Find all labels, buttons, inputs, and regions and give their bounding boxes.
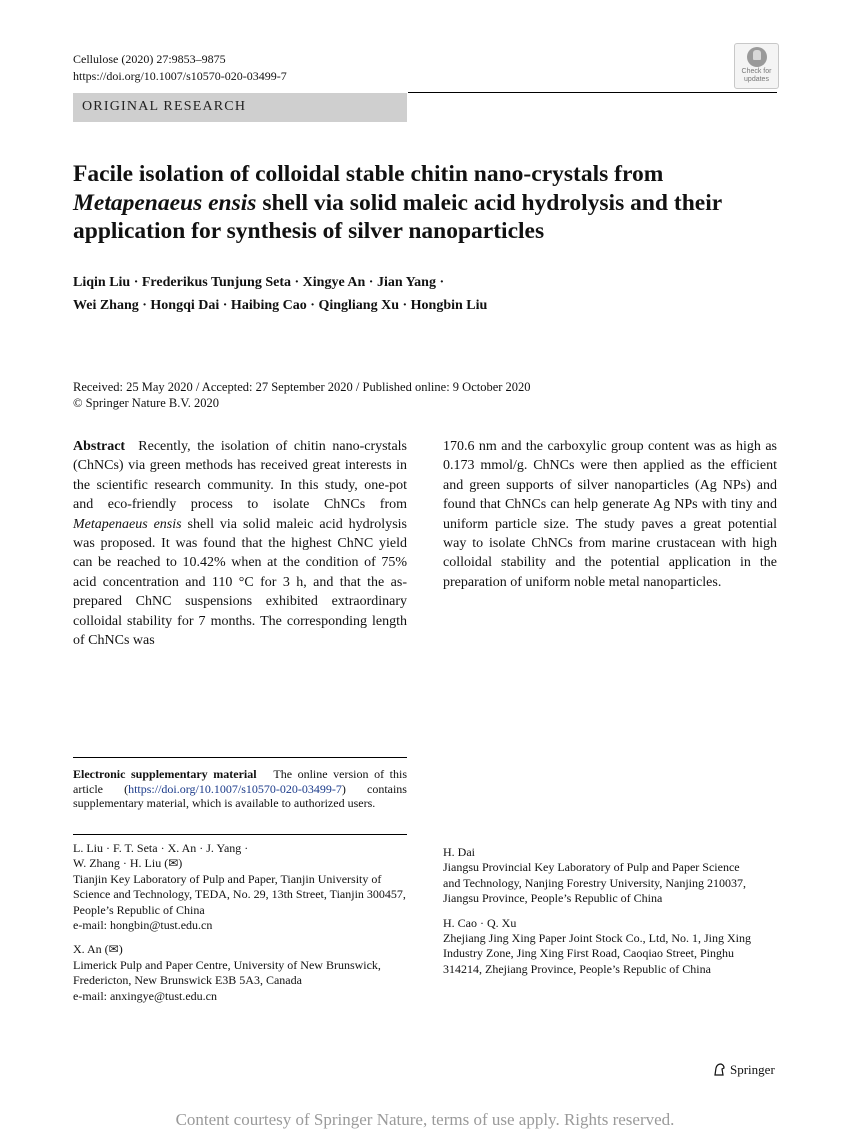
springer-horse-icon <box>712 1062 727 1077</box>
publication-dates <box>73 379 531 411</box>
affiliations-right <box>443 845 753 986</box>
springer-logo <box>712 1062 775 1078</box>
affiliation-block: H. Cao · Q. Xu Zhejiang Jing Xing Paper Joint Stock Co., Ltd, No. 1, Jing Xing Industry Zone, Jing Xing First Road, Caoqiao Street, Pinghu 314214, Zhejiang Province, People’s Republic of China <box>443 915 751 976</box>
abstract-left-column: Abstract Recently, the isolation of chitin nano-crystals (ChNCs) via green methods has received great interests in the scientific research community. In this study, one-pot and eco-friendly process to isolate ChNCs from Metapenaeus ensis shell via solid maleic acid hydrolysis was proposed. It was found that the highest ChNC yield can be reached to 10.42% when at the condition of 75% acid concentration and 110 °C for 3 h, and that the as-prepared ChNC suspensions exhibited extraordinary colloidal stability for 7 months. The corresponding length of ChNCs was <box>73 439 407 649</box>
email[interactable]: e-mail: hongbin@tust.edu.cn <box>73 918 213 933</box>
courtesy-footer: Content courtesy of Springer Nature, terms of use apply. Rights reserved. <box>175 1110 675 1129</box>
affiliations-left <box>73 841 407 1013</box>
affiliation-block: X. An (✉) Limerick Pulp and Paper Centre, University of New Brunswick, Fredericton, New Brunswick E3B 5A3, Canada e-mail: anxingye@tust.edu.cn <box>73 942 381 1003</box>
journal-citation: Cellulose (2020) 27:9853–9875 <box>73 52 226 66</box>
article-title: Facile isolation of colloidal stable chitin nano-crystals from Metapenaeus ensis shell via solid maleic acid hydrolysis and their application for synthesis of silver nanoparticles <box>73 161 722 244</box>
affiliation-block: L. Liu · F. T. Seta · X. An · J. Yang · W. Zhang · H. Liu (✉) Tianjin Key Laboratory of Pulp and Paper, Tianjin University of Science and Technology, TEDA, No. 29, 13th Street, Tianjin 300457, People’s Republic of China e-mail: hongbin@tust.edu.cn <box>73 841 406 933</box>
authors-line2: Wei Zhang · Hongqi Dai · Haibing Cao · Qingliang Xu · Hongbin Liu <box>73 298 488 313</box>
check-for-updates-badge[interactable] <box>734 43 779 89</box>
authors-line1: Liqin Liu · Frederikus Tunjung Seta · Xingye An · Jian Yang · <box>73 275 445 290</box>
publisher-name: Springer <box>730 1062 775 1077</box>
email[interactable]: e-mail: anxingye@tust.edu.cn <box>73 988 218 1003</box>
journal-meta <box>73 51 287 85</box>
article-type: ORIGINAL RESEARCH <box>82 99 247 114</box>
supplementary-note: Electronic supplementary material The online version of this article (https://doi.org/10.1007/s10570-020-03499-7) contains supplementary material, which is available to authorized users. <box>73 767 408 810</box>
bookmark-icon <box>747 47 767 67</box>
esm-rule <box>73 757 407 758</box>
affiliation-block: H. Dai Jiangsu Provincial Key Laboratory of Pulp and Paper Science and Technology, Nanjing Forestry University, Nanjing 210037, Jiangsu Province, People’s Republic of China <box>443 845 747 906</box>
copyright-line: © Springer Nature B.V. 2020 <box>73 396 220 410</box>
affiliation-rule <box>73 834 407 835</box>
header-rule <box>408 92 777 93</box>
doi-link[interactable]: https://doi.org/10.1007/s10570-020-03499-7 <box>73 69 287 83</box>
article-type-banner <box>73 93 407 122</box>
author-list <box>73 271 773 317</box>
badge-line1: Check for <box>741 68 772 75</box>
dates-line: Received: 25 May 2020 / Accepted: 27 September 2020 / Published online: 9 October 2020 <box>73 380 531 394</box>
badge-line2: updates <box>744 76 769 83</box>
esm-heading: Electronic supplementary material <box>73 767 257 781</box>
esm-link[interactable]: https://doi.org/10.1007/s10570-020-03499-7 <box>128 781 342 796</box>
abstract-heading: Abstract <box>73 439 126 454</box>
abstract-right-column: 170.6 nm and the carboxylic group content was as high as 0.173 mmol/g. ChNCs were then applied as the efficient and green supports of silver nanoparticles (Ag NPs) and found that ChNCs can help generate Ag NPs with tiny and uniform particle size. The study paves a great potential way to isolate ChNCs from marine crustacean with high colloidal stability and the potential application in the preparation of uniform noble metal nanoparticles. <box>443 439 777 590</box>
